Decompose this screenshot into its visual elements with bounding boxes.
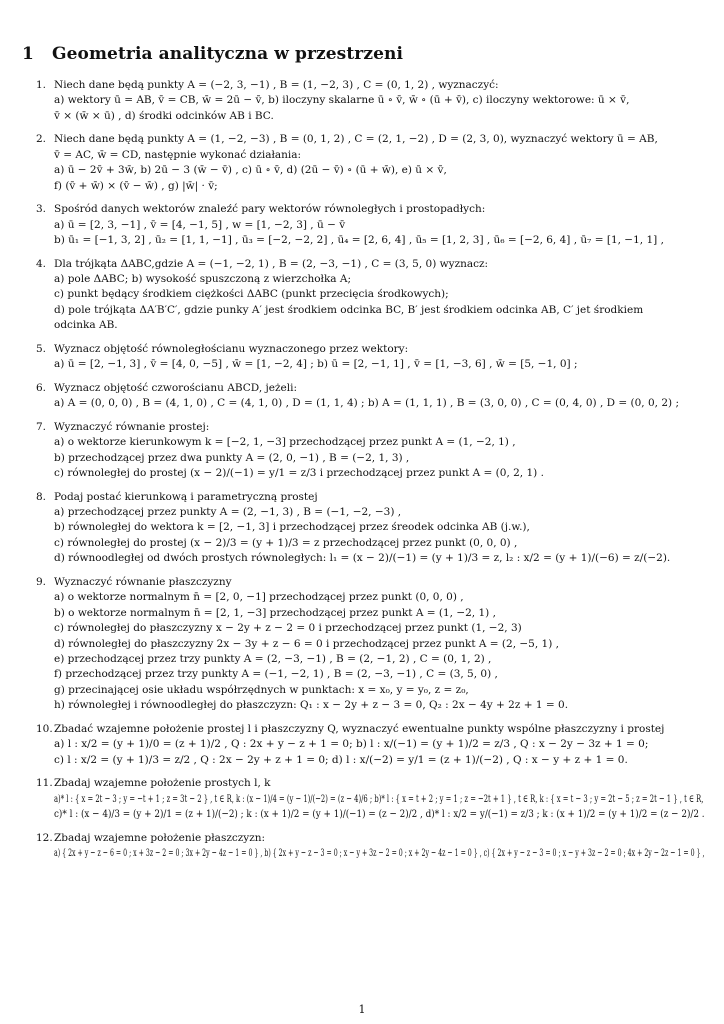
problem-number: 12. [36,831,53,844]
problem-line: Niech dane będą punkty A = (−2, 3, −1) , B = (1, −2, 3) , C = (0, 1, 2) , wyznaczyć: [54,79,499,91]
problem-line: Wyznacz objętość równoległościanu wyznaczonego przez wektory: [54,342,409,355]
problem-line: c) punkt będący środkiem ciężkości ΔABC (punkt przecięcia środkowych); [54,288,449,301]
problem-line: c) l : x/2 = (y + 1)/3 = z/2 , Q : 2x − 2y + z + 1 = 0; d) l : x/(−2) = y/1 = (z + 1)/(−2) , Q : x − y + z + 1 = 0. [54,753,628,766]
problem-line: a) A = (0, 0, 0) , B = (4, 1, 0) , C = (4, 1, 0) , D = (1, 1, 4) ; b) A = (1, 1, 1) , B = (3, 0, 0) , C = (0, 4, 0) , D = (0, 0, 2) ; [54,397,679,410]
page-number: 1 [358,1003,366,1016]
section-heading [22,44,403,64]
problem-number: 9. [36,575,47,588]
problem-number: 4. [36,257,47,270]
problem-line: c)* l : (x − 4)/3 = (y + 2)/1 = (z + 1)/(−2) ; k : (x + 1)/2 = (y + 1)/(−1) = (z − 2)/2 , d)* l : x/2 = y/(−1) = z/3 ; k : (x + 1)/2 = (y + 1)/2 = (z − 2)/2 . [54,807,705,820]
problem-line: f) (v̄ + w̄) × (v̄ − w̄) , g) |w̄| · v̄; [54,179,218,192]
problem-line: a) ū = [2, 3, −1] , v̄ = [4, −1, 5] , w = [1, −2, 3] , ū − v̄ [54,218,346,231]
problem-line: Podaj postać kierunkową i parametryczną prostej [54,490,318,503]
problem-line: Niech dane będą punkty A = (1, −2, −3) , B = (0, 1, 2) , C = (2, 1, −2) , D = (2, 3, 0), wyznaczyć wektory ū = AB, [54,133,658,146]
problem-item [36,776,704,822]
problem-number: 1. [36,79,47,91]
problem-line: a) { 2x + y − z − 6 = 0 ; x + 3z − 2 = 0 ; 3x + 2y − 4z − 1 = 0 } , b) { 2x + y − z − 3 = 0 ; x − y + 3z − 2 = 0 ; x + 2y − 4z − 1 = 0 } , c) { 2x + y − z − 3 = 0 ; x − y + 3z − 2 = 0 ; 4x + 2y − 2z − 1 = 0 } , [54,846,705,859]
section-number: 1 [22,44,34,64]
problem-line: Wyznacz objętość czworościanu ABCD, jeżeli: [54,381,297,394]
problem-item [36,722,704,768]
problem-line: a) wektory ū = AB, v̄ = CB, w̄ = 2ū − v̄, b) iloczyny skalarne ū ∘ v̄, w̄ ∘ (ū + v̄), c) iloczyny wektorowe: ū × v̄, [54,94,630,107]
problem-item [36,132,704,194]
problem-line: a)* l : { x = 2t − 3 ; y = −t + 1 ; z = 3t − 2 } , t ∈ R, k : (x − 1)/4 = (y − 1)/(−2) = (z − 4)/6 ; b)* l : { x = t + 2 ; y = 1 ; z = −2t + 1 } , t ∈ R, k : { x = t − 3 ; y = 2t − 5 ; z = 2t − 1 } , t ∈ R, [54,792,704,805]
problem-line: a) ū − 2v̄ + 3w̄, b) 2ū − 3 (w̄ − v̄) , c) ū ∘ v̄, d) (2ū − v̄) ∘ (ū + w̄), e) ū × v̄, [54,164,447,177]
problem-line: v̄ = AC, w̄ = CD, następnie wykonać działania: [54,148,302,161]
problem-number: 8. [36,490,47,503]
problem-item [36,831,704,862]
problem-item [36,490,704,567]
problem-line: a) o wektorze normalnym n̄ = [2, 0, −1] przechodzącej przez punkt (0, 0, 0) , [54,591,464,604]
problem-line: Spośród danych wektorów znaleźć pary wektorów równoległych i prostopadłych: [54,203,486,216]
problem-line: g) przecinającej osie układu współrzędnych w punktach: x = x₀, y = y₀, z = z₀, [54,683,469,696]
problem-line: a) o wektorze kierunkowym k = [−2, 1, −3] przechodzącej przez punkt A = (1, −2, 1) , [54,436,516,449]
problem-line: a) l : x/2 = (y + 1)/0 = (z + 1)/2 , Q : 2x + y − z + 1 = 0; b) l : x/(−1) = (y + 1)/2 = z/3 , Q : x − 2y − 3z + 1 = 0; [54,738,649,751]
problem-number: 11. [36,777,53,790]
problem-line: a) pole ΔABC; b) wysokość spuszczoną z wierzchołka A; [54,273,352,286]
problem-line: c) równoległej do prostej (x − 2)/3 = (y + 1)/3 = z przechodzącej przez punkt (0, 0, 0) , [54,536,518,549]
problem-line: d) równoodległej od dwóch prostych równoległych: l₁ = (x − 2)/(−1) = (y + 1)/3 = z, l₂ : x/2 = (y + 1)/(−6) = z/(−2). [54,552,671,565]
problem-line: Wyznaczyć równanie prostej: [54,420,210,433]
problem-line: d) równoległej do płaszczyzny 2x − 3y + z − 6 = 0 i przechodzącej przez punkt A = (2, −5, 1) , [54,637,559,650]
problem-line: Zbadać wzajemne położenie prostej l i płaszczyzny Q, wyznaczyć ewentualne punkty wspólne płaszczyzny i prostej [54,722,665,735]
problem-list [36,78,704,870]
problem-line: f) przechodzącej przez trzy punkty A = (−1, −2, 1) , B = (2, −3, −1) , C = (3, 5, 0) , [54,668,498,681]
problem-item [36,420,704,482]
problem-line: b) ū₁ = [−1, 3, 2] , ū₂ = [1, 1, −1] , ū₃ = [−2, −2, 2] , ū₄ = [2, 6, 4] , ū₅ = [1, 2, 3] , ū₆ = [−2, 6, 4] , ū₇ = [1, −1, 1] , [54,234,664,247]
problem-number: 6. [36,381,47,394]
problem-line: c) równoległej do płaszczyzny x − 2y + z − 2 = 0 i przechodzącej przez punkt (1, −2, 3) [54,622,522,635]
problem-item [36,78,704,124]
problem-number: 2. [36,133,47,146]
problem-number: 3. [36,203,47,216]
problem-line: v̄ × (w̄ × ū) , d) środki odcinków AB i BC. [54,109,274,122]
problem-line: h) równoległej i równoodległej do płaszczyzn: Q₁ : x − 2y + z − 3 = 0, Q₂ : 2x − 4y + 2z + 1 = 0. [54,699,569,712]
problem-line: b) o wektorze normalnym n̄ = [2, 1, −3] przechodzącej przez punkt A = (1, −2, 1) , [54,606,496,619]
problem-line: Wyznaczyć równanie płaszczyzny [54,575,232,588]
problem-number: 10. [36,722,53,735]
problem-line: a) ū = [2, −1, 3] , v̄ = [4, 0, −5] , w̄ = [1, −2, 4] ; b) ū = [2, −1, 1] , v̄ = [1, −3, 6] , w̄ = [5, −1, 0] ; [54,358,578,371]
problem-number: 5. [36,342,47,355]
problem-line: a) przechodzącej przez punkty A = (2, −1, 3) , B = (−1, −2, −3) , [54,506,402,519]
problem-number: 7. [36,420,47,433]
problem-line: Dla trójkąta ΔABC,gdzie A = (−1, −2, 1) , B = (2, −3, −1) , C = (3, 5, 0) wyznacz: [54,257,489,270]
problem-line: b) równoległej do wektora k = [2, −1, 3] i przechodzącej przez śreodek odcinka AB (j.w.), [54,521,530,534]
problem-item [36,342,704,373]
problem-item [36,202,704,248]
problem-line: Zbadaj wzajemne położenie prostych l, k [54,777,271,790]
problem-line: b) przechodzącej przez dwa punkty A = (2, 0, −1) , B = (−2, 1, 3) , [54,451,410,464]
problem-line: e) przechodzącej przez trzy punkty A = (2, −3, −1) , B = (2, −1, 2) , C = (0, 1, 2) , [54,652,492,665]
section-title: Geometria analityczna w przestrzeni [52,44,404,64]
problem-item [36,257,704,334]
problem-item [36,575,704,714]
problem-line: odcinka AB. [54,319,118,332]
problem-line: d) pole trójkąta ΔA′B′C′, gdzie punky A′ jest środkiem odcinka BC, B′ jest środkiem odcinka AB, C′ jet środkiem [54,303,644,316]
problem-line: c) równoległej do prostej (x − 2)/(−1) = y/1 = z/3 i przechodzącej przez punkt A = (0, 2, 1) . [54,467,544,480]
problem-item [36,381,704,412]
problem-line: Zbadaj wzajemne położenie płaszczyzn: [54,831,266,844]
